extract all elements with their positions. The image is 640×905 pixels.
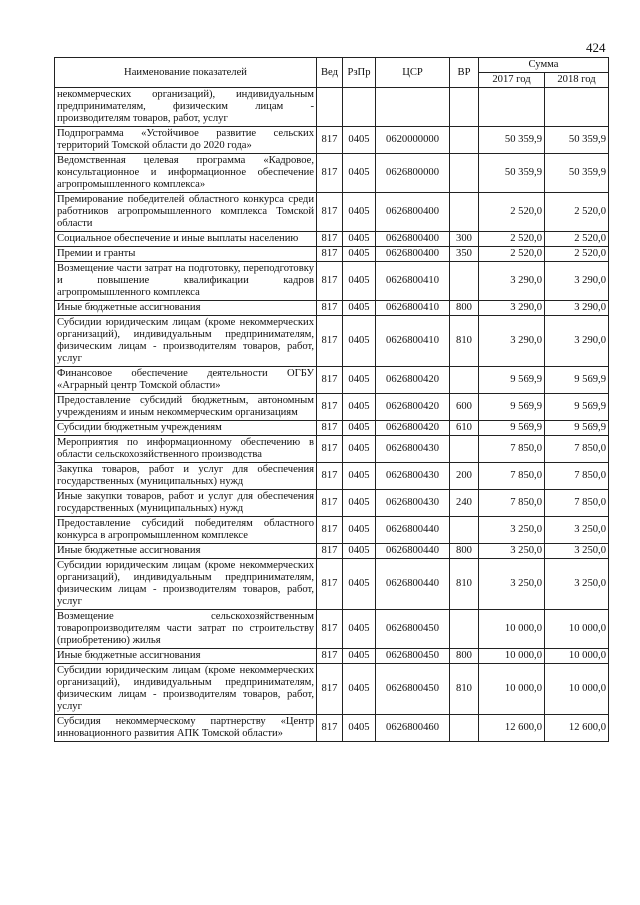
row-vr [450,610,479,649]
table-row [55,544,609,559]
row-ved: 817 [317,154,343,193]
row-sum-2018: 7 850,0 [545,490,609,517]
row-rzpr: 0405 [343,517,376,544]
table-row [55,367,609,394]
header-year-2018: 2018 год [545,73,609,88]
row-vr [450,193,479,232]
row-name: Субсидии юридическим лицам (кроме некоммерческих организаций), индивидуальным предпринимателям, физическим лицам - производителям товаров, работ, услуг [55,664,317,715]
row-sum-2018: 9 569,9 [545,394,609,421]
row-csr: 0626800420 [376,394,450,421]
row-name: Предоставление субсидий победителям областного конкурса в агропромышленном комплексе [55,517,317,544]
table-row [55,394,609,421]
row-sum-2017: 9 569,9 [479,394,545,421]
row-name: Иные бюджетные ассигнования [55,544,317,559]
row-sum-2018: 2 520,0 [545,193,609,232]
row-sum-2018: 9 569,9 [545,367,609,394]
row-ved: 817 [317,301,343,316]
row-csr [376,88,450,127]
table-row [55,232,609,247]
row-sum-2018: 7 850,0 [545,463,609,490]
table-row [55,421,609,436]
row-sum-2018: 3 290,0 [545,262,609,301]
row-sum-2018: 12 600,0 [545,715,609,742]
row-sum-2018: 10 000,0 [545,610,609,649]
row-sum-2017: 2 520,0 [479,232,545,247]
row-ved: 817 [317,247,343,262]
row-sum-2018: 50 359,9 [545,154,609,193]
row-ved: 817 [317,559,343,610]
table-row [55,649,609,664]
row-sum-2017: 50 359,9 [479,154,545,193]
row-sum-2017: 3 290,0 [479,301,545,316]
table-header [55,58,609,88]
row-vr: 810 [450,559,479,610]
row-rzpr: 0405 [343,232,376,247]
table-row [55,88,609,127]
row-vr: 300 [450,232,479,247]
row-sum-2017: 3 250,0 [479,544,545,559]
row-vr: 810 [450,316,479,367]
row-ved: 817 [317,544,343,559]
row-vr [450,436,479,463]
row-rzpr: 0405 [343,247,376,262]
row-vr: 610 [450,421,479,436]
table-row [55,247,609,262]
row-sum-2017 [479,88,545,127]
table-row [55,559,609,610]
row-ved: 817 [317,421,343,436]
row-rzpr: 0405 [343,610,376,649]
row-name: Субсидии бюджетным учреждениям [55,421,317,436]
row-vr: 350 [450,247,479,262]
row-rzpr: 0405 [343,436,376,463]
header-rzpr: РзПр [343,58,376,88]
row-vr: 800 [450,649,479,664]
row-csr: 0626800420 [376,367,450,394]
row-vr: 810 [450,664,479,715]
row-sum-2017: 2 520,0 [479,247,545,262]
row-name: Социальное обеспечение и иные выплаты населению [55,232,317,247]
row-rzpr: 0405 [343,715,376,742]
row-csr: 0626800400 [376,247,450,262]
row-vr [450,262,479,301]
row-name: Субсидия некоммерческому партнерству «Центр инновационного развития АПК Томской области» [55,715,317,742]
row-csr: 0626800450 [376,664,450,715]
row-name: Иные бюджетные ассигнования [55,301,317,316]
row-ved: 817 [317,127,343,154]
row-rzpr: 0405 [343,262,376,301]
row-csr: 0626800450 [376,649,450,664]
row-sum-2018: 3 290,0 [545,316,609,367]
row-sum-2018: 10 000,0 [545,664,609,715]
table-row [55,610,609,649]
row-ved: 817 [317,232,343,247]
row-sum-2017: 7 850,0 [479,463,545,490]
table-row [55,262,609,301]
row-sum-2017: 9 569,9 [479,421,545,436]
row-csr: 0626800450 [376,610,450,649]
row-rzpr: 0405 [343,544,376,559]
row-name: Возмещение части затрат на подготовку, переподготовку и повышение квалификации кадров агропромышленного комплекса [55,262,317,301]
row-name: Мероприятия по информационному обеспечению в области сельскохозяйственного производства [55,436,317,463]
table-row [55,463,609,490]
row-csr: 0626800410 [376,262,450,301]
row-rzpr: 0405 [343,463,376,490]
row-sum-2017: 10 000,0 [479,664,545,715]
row-sum-2018 [545,88,609,127]
row-ved: 817 [317,436,343,463]
header-ved: Вед [317,58,343,88]
row-sum-2018: 3 250,0 [545,544,609,559]
row-csr: 0626800440 [376,544,450,559]
row-sum-2017: 10 000,0 [479,649,545,664]
row-ved: 817 [317,262,343,301]
row-name: Предоставление субсидий бюджетным, автономным учреждениям и иным некоммерческим организациям [55,394,317,421]
row-sum-2017: 2 520,0 [479,193,545,232]
table-row [55,127,609,154]
row-name: Иные закупки товаров, работ и услуг для обеспечения государственных (муниципальных) нужд [55,490,317,517]
row-csr: 0626800410 [376,301,450,316]
header-year-2017: 2017 год [479,73,545,88]
row-rzpr: 0405 [343,367,376,394]
row-vr: 600 [450,394,479,421]
row-csr: 0626800400 [376,193,450,232]
row-name: Премирование победителей областного конкурса среди работников агропромышленного комплекса Томской области [55,193,317,232]
row-ved: 817 [317,367,343,394]
row-vr [450,367,479,394]
row-name: Ведомственная целевая программа «Кадровое, консультационное и информационное обеспечение агропромышленного комплекса» [55,154,317,193]
row-sum-2017: 3 290,0 [479,316,545,367]
table-row [55,301,609,316]
table-row [55,715,609,742]
row-csr: 0626800430 [376,490,450,517]
row-sum-2018: 9 569,9 [545,421,609,436]
table-row [55,154,609,193]
row-rzpr: 0405 [343,301,376,316]
row-sum-2017: 12 600,0 [479,715,545,742]
table-row [55,436,609,463]
row-csr: 0626800440 [376,559,450,610]
row-csr: 0626800410 [376,316,450,367]
row-ved: 817 [317,715,343,742]
header-name: Наименование показателей [55,58,317,88]
row-ved: 817 [317,193,343,232]
row-name: Подпрограмма «Устойчивое развитие сельских территорий Томской области до 2020 года» [55,127,317,154]
row-rzpr [343,88,376,127]
row-rzpr: 0405 [343,421,376,436]
row-ved: 817 [317,610,343,649]
table-row [55,316,609,367]
row-sum-2017: 3 290,0 [479,262,545,301]
row-rzpr: 0405 [343,490,376,517]
row-rzpr: 0405 [343,559,376,610]
row-csr: 0626800400 [376,232,450,247]
row-name: некоммерческих организаций), индивидуальным предпринимателям, физическим лицам - производителям товаров, работ, услуг [55,88,317,127]
row-rzpr: 0405 [343,649,376,664]
row-vr [450,715,479,742]
row-sum-2018: 10 000,0 [545,649,609,664]
row-sum-2018: 3 250,0 [545,517,609,544]
row-sum-2017: 3 250,0 [479,559,545,610]
row-rzpr: 0405 [343,664,376,715]
row-csr: 0620000000 [376,127,450,154]
row-ved: 817 [317,463,343,490]
header-vr: ВР [450,58,479,88]
row-ved: 817 [317,649,343,664]
row-sum-2017: 50 359,9 [479,127,545,154]
row-rzpr: 0405 [343,193,376,232]
row-sum-2017: 10 000,0 [479,610,545,649]
table-row [55,193,609,232]
row-vr: 800 [450,301,479,316]
row-sum-2017: 7 850,0 [479,436,545,463]
row-csr: 0626800440 [376,517,450,544]
row-name: Возмещение сельскохозяйственным товаропроизводителям части затрат по строительству (приобретению) жилья [55,610,317,649]
table-row [55,664,609,715]
row-rzpr: 0405 [343,127,376,154]
row-sum-2017: 7 850,0 [479,490,545,517]
row-vr [450,154,479,193]
row-vr [450,127,479,154]
row-name: Закупка товаров, работ и услуг для обеспечения государственных (муниципальных) нужд [55,463,317,490]
row-sum-2017: 3 250,0 [479,517,545,544]
row-sum-2017: 9 569,9 [479,367,545,394]
row-ved [317,88,343,127]
row-csr: 0626800430 [376,436,450,463]
row-sum-2018: 3 250,0 [545,559,609,610]
row-vr: 800 [450,544,479,559]
row-rzpr: 0405 [343,316,376,367]
row-csr: 0626800460 [376,715,450,742]
header-sum: Сумма [479,58,609,73]
row-vr [450,88,479,127]
row-ved: 817 [317,394,343,421]
row-rzpr: 0405 [343,154,376,193]
row-ved: 817 [317,517,343,544]
row-name: Финансовое обеспечение деятельности ОГБУ «Аграрный центр Томской области» [55,367,317,394]
row-name: Премии и гранты [55,247,317,262]
row-csr: 0626800000 [376,154,450,193]
header-csr: ЦСР [376,58,450,88]
row-sum-2018: 2 520,0 [545,247,609,262]
budget-table [54,57,609,742]
row-csr: 0626800430 [376,463,450,490]
row-vr: 200 [450,463,479,490]
row-sum-2018: 2 520,0 [545,232,609,247]
row-ved: 817 [317,316,343,367]
page-number: 424 [586,40,606,55]
row-rzpr: 0405 [343,394,376,421]
row-ved: 817 [317,664,343,715]
row-sum-2018: 3 290,0 [545,301,609,316]
row-name: Субсидии юридическим лицам (кроме некоммерческих организаций), индивидуальным предпринимателям, физическим лицам - производителям товаров, работ, услуг [55,316,317,367]
row-name: Субсидии юридическим лицам (кроме некоммерческих организаций), индивидуальным предпринимателям, физическим лицам - производителям товаров, работ, услуг [55,559,317,610]
row-name: Иные бюджетные ассигнования [55,649,317,664]
row-sum-2018: 50 359,9 [545,127,609,154]
row-vr: 240 [450,490,479,517]
row-sum-2018: 7 850,0 [545,436,609,463]
row-csr: 0626800420 [376,421,450,436]
table-body [55,88,609,742]
row-vr [450,517,479,544]
table-row [55,517,609,544]
row-ved: 817 [317,490,343,517]
table-row [55,490,609,517]
